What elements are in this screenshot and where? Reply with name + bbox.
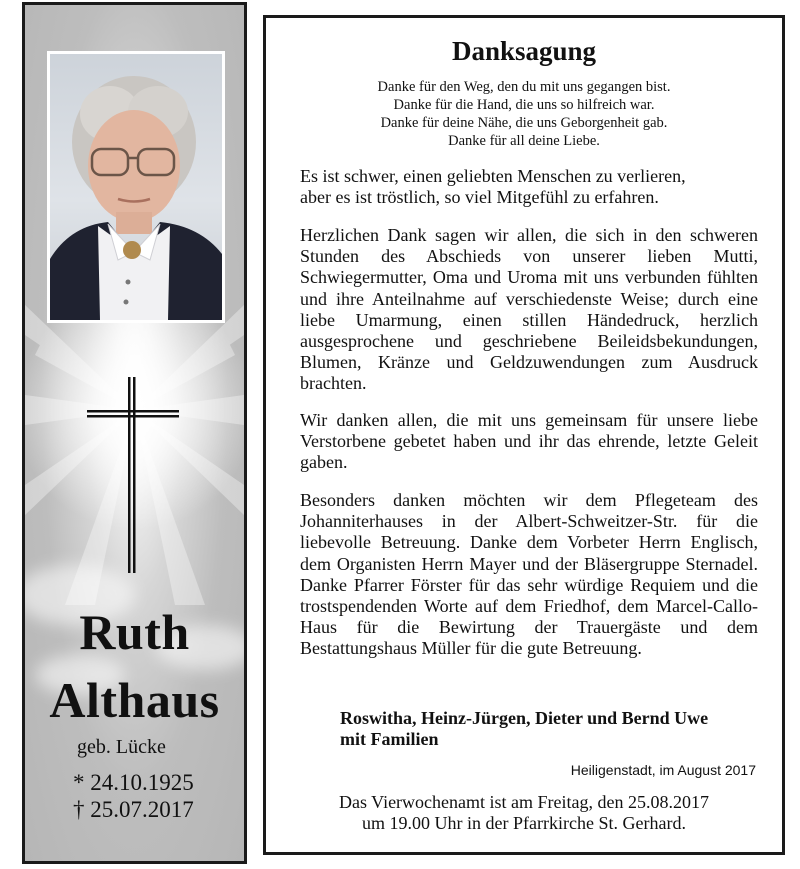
place-date: Heiligenstadt, im August 2017 — [570, 762, 756, 778]
memorial-service-info — [266, 792, 782, 834]
cross-icon — [87, 377, 179, 573]
poem-line: Danke für all deine Liebe. — [448, 133, 600, 149]
signers — [340, 708, 760, 750]
intro-line: Es ist schwer, einen geliebten Menschen zu verlieren, — [300, 166, 686, 186]
intro-paragraph — [300, 166, 758, 208]
signers-line: mit Familien — [340, 729, 439, 749]
poem — [266, 78, 782, 150]
poem-line: Danke für den Weg, den du mit uns gegangen bist. — [377, 79, 671, 95]
signers-line: Roswitha, Heinz-Jürgen, Dieter und Bernd Uwe — [340, 708, 709, 728]
thanks-panel — [263, 15, 785, 855]
birth-date: * 24.10.1925 — [73, 770, 194, 795]
intro-line: aber es ist tröstlich, so viel Mitgefühl zu erfahren. — [300, 187, 659, 208]
event-line: um 19.00 Uhr in der Pfarrkirche St. Gerhard. — [362, 813, 686, 833]
special-thanks-paragraph: Besonders danken möchten wir dem Pflegeteam des Johanniterhauses in der Albert-Schweitzer-Str. für die liebevolle Betreuung. Danke dem Vorbeter Herrn Englisch, dem Organisten Herrn Mayer und der Bläsergruppe Sternadel. Danke Pfarrer Förster für das sehr würdige Requiem und die trostspendenden Worte auf dem Friedhof, dem Marcel-Callo-Haus für die Bewirtung der Trauergäste und dem Bestattungshaus Müller für die gute Betreuung. — [300, 490, 758, 659]
first-name: Ruth — [79, 604, 190, 660]
birth-name: geb. Lücke — [77, 736, 166, 758]
thanks-paragraph: Herzlichen Dank sagen wir allen, die sich in den schweren Stunden des Abschieds von unserer lieben Mutti, Schwiegermutter, Oma und Uroma mit uns verbunden fühlten und ihre Anteilnahme auf verschiedenste Weise; durch eine liebe Umarmung, einen stillen Händedruck, herzlich ausgesprochene und geschriebene Beileidsbekundungen, Blumen, Kränze und Geldzuwendungen zum Ausdruck brachten. — [300, 225, 758, 394]
poem-line: Danke für die Hand, die uns so hilfreich war. — [393, 97, 655, 113]
event-line: Das Vierwochenamt ist am Freitag, den 25.08.2017 — [338, 792, 709, 812]
poem-line: Danke für deine Nähe, die uns Geborgenheit gab. — [380, 115, 668, 131]
prayer-paragraph: Wir danken allen, die mit uns gemeinsam für unsere liebe Verstorbene gebetet haben und ihr das ehrende, letzte Geleit gaben. — [300, 410, 758, 473]
notice-title: Danksagung — [451, 36, 597, 66]
portrait-photo — [47, 51, 225, 323]
memorial-panel — [22, 2, 247, 864]
death-date: † 25.07.2017 — [73, 797, 194, 822]
last-name: Althaus — [49, 672, 220, 728]
